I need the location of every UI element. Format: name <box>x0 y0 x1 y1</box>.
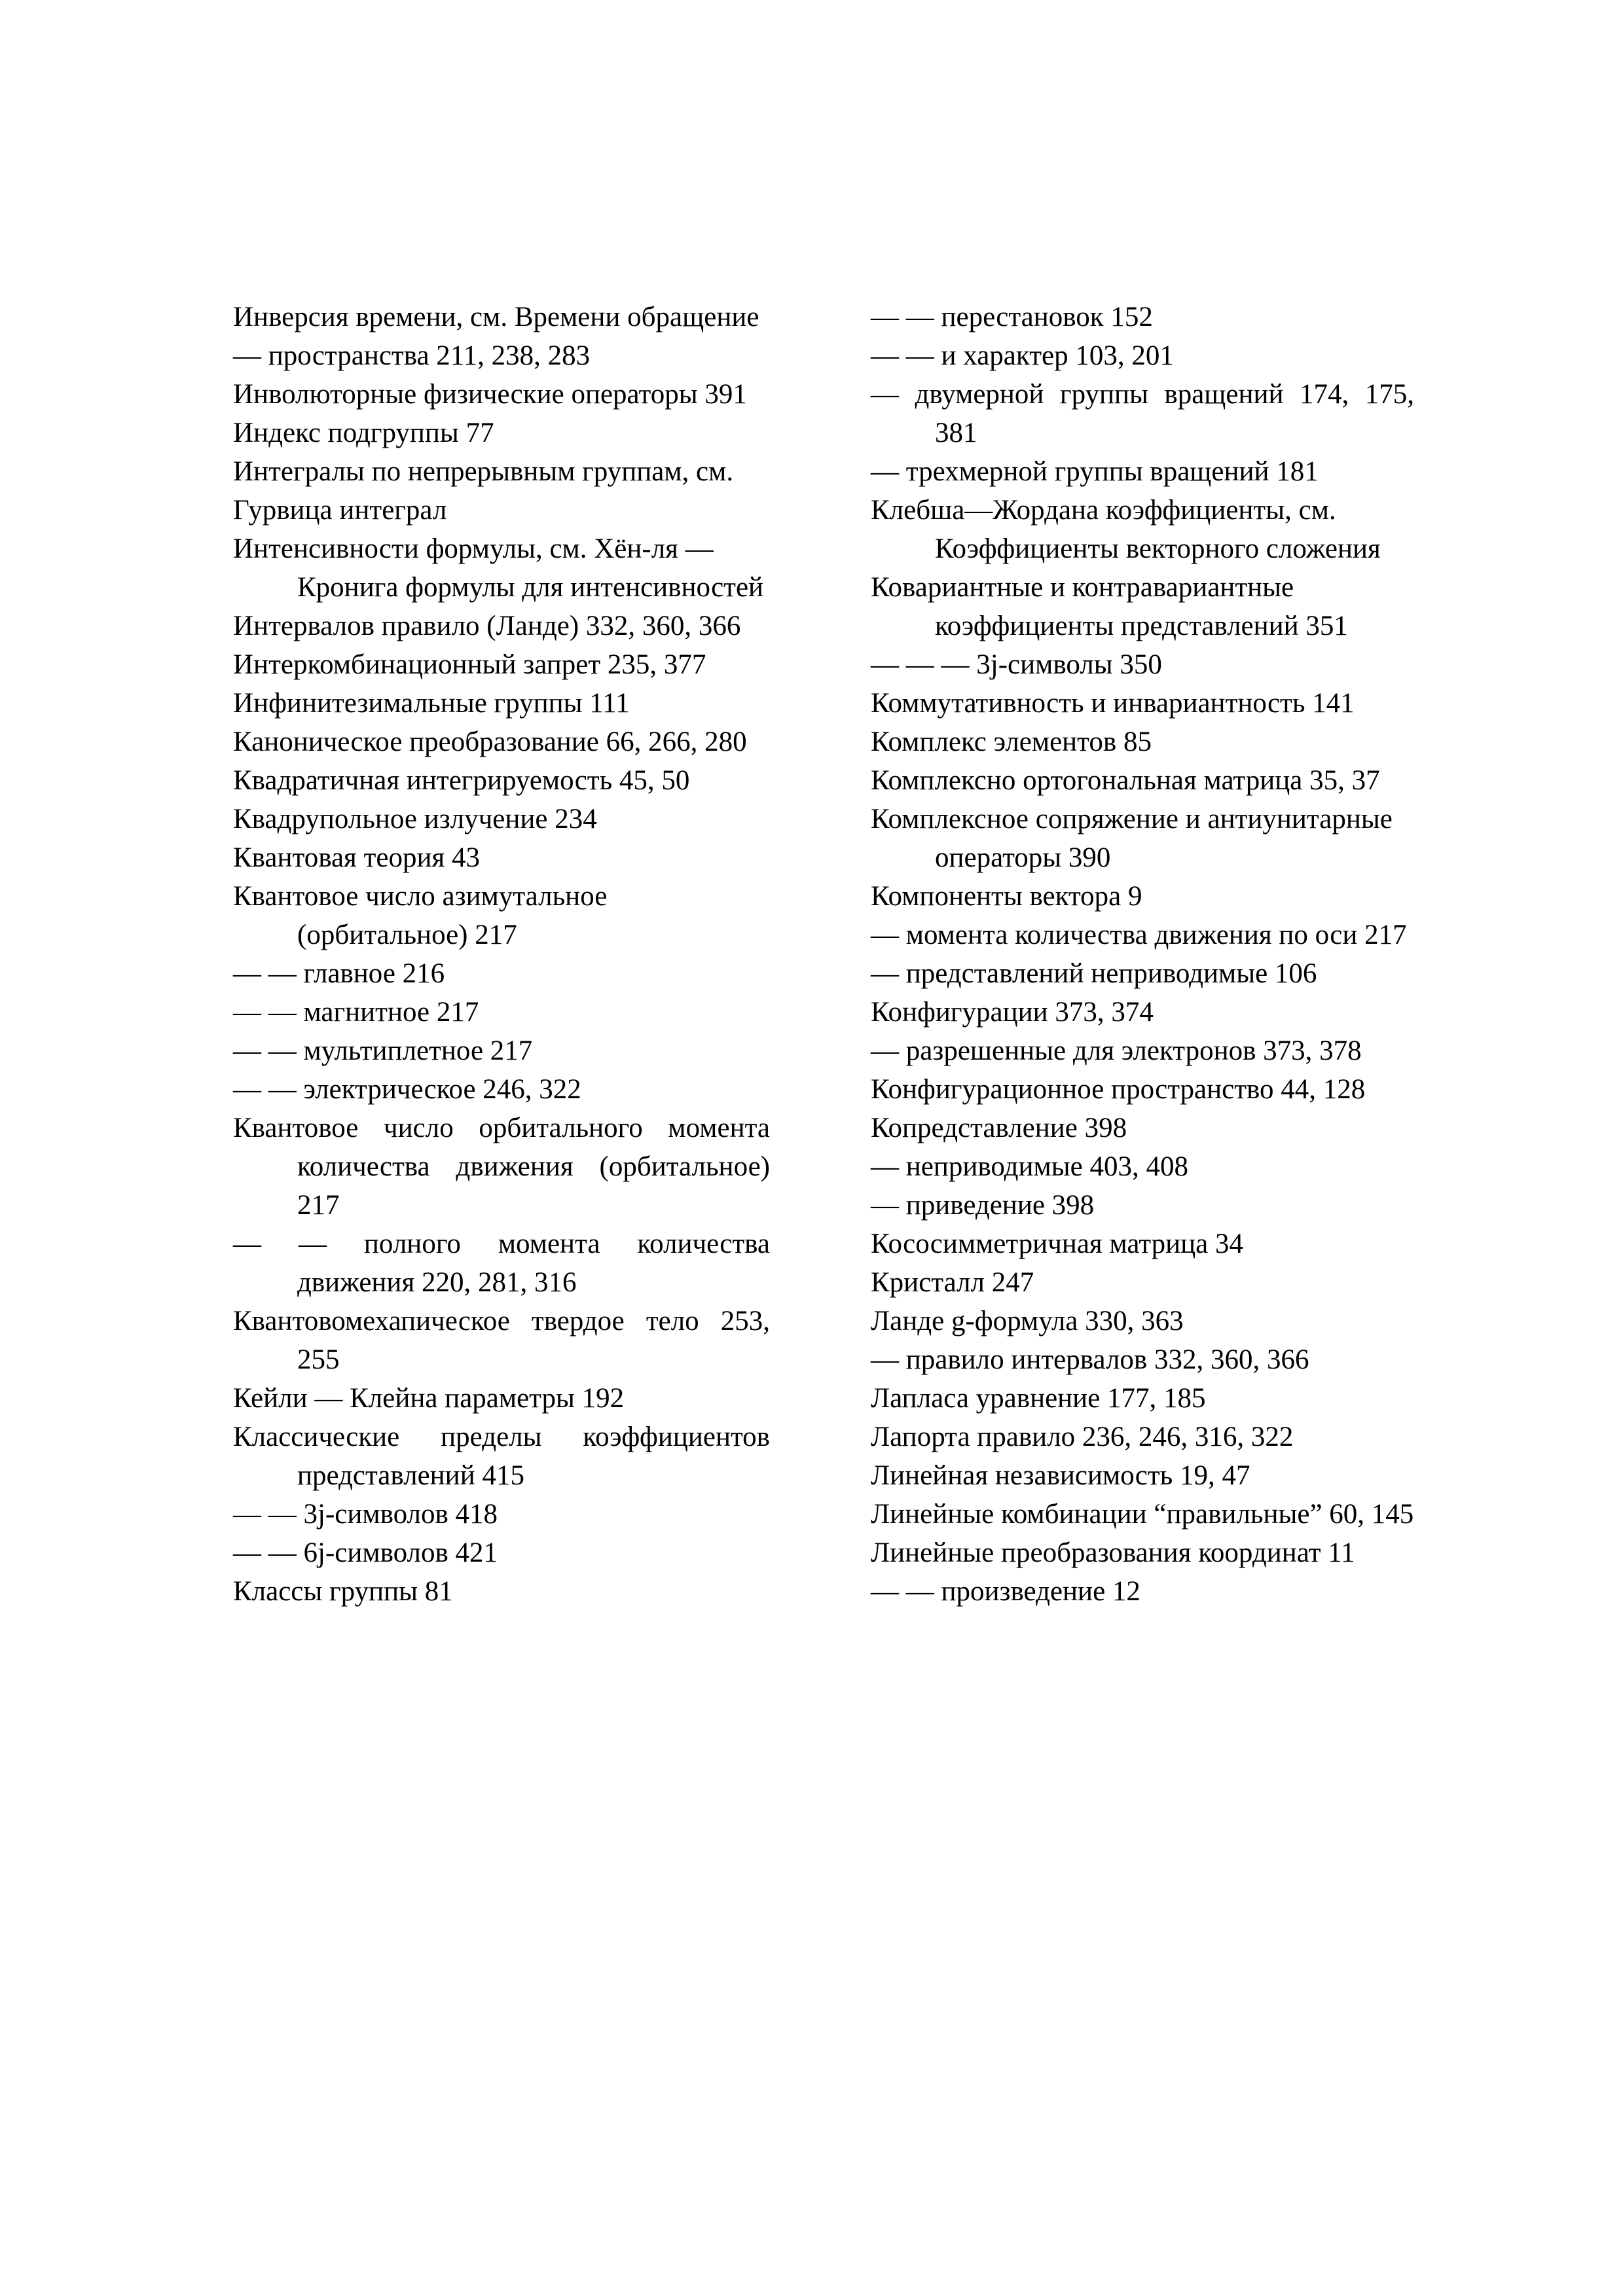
index-entry: Ланде g-формула 330, 363 <box>871 1306 1184 1336</box>
index-entry: — трехмерной группы вращений 181 <box>871 456 1319 487</box>
index-entry: — — магнитное 217 <box>233 997 479 1028</box>
index-entry: Гурвица интеграл <box>233 495 447 526</box>
index-entry: — — и характер 103, 201 <box>871 340 1174 371</box>
index-entry: — — электрическое 246, 322 <box>233 1074 581 1105</box>
index-entry: — — полного момента количества движения 220, 281, 316 <box>233 1229 770 1298</box>
index-entry: Копредставление 398 <box>871 1113 1127 1143</box>
index-entry: — неприводимые 403, 408 <box>871 1151 1188 1182</box>
index-entry: — двумерной группы вращений 174, 175, 381 <box>871 379 1414 448</box>
index-entry: Интенсивности формулы, см. Хён-ля — Кронига формулы для интенсивностей <box>233 533 764 603</box>
index-entry: — — — 3j-символы 350 <box>871 649 1162 680</box>
index-entry: Комплекс элементов 85 <box>871 726 1152 757</box>
index-entry: — представлений неприводимые 106 <box>871 958 1317 989</box>
index-entry: — — главное 216 <box>233 958 445 989</box>
index-entry: Компоненты вектора 9 <box>871 881 1142 912</box>
index-entry: Квантовая теория 43 <box>233 842 481 873</box>
index-entry: Клебша—Жордана коэффициенты, см. Коэффициенты векторного сложения <box>871 495 1381 564</box>
index-entry: — — 3j-символов 418 <box>233 1499 498 1530</box>
index-entry: — момента количества движения по оси 217 <box>871 920 1407 950</box>
index-column-right <box>871 298 1414 1611</box>
index-entry: Коммутативность и инвариантность 141 <box>871 688 1355 719</box>
index-entry: Комплексно ортогональная матрица 35, 37 <box>871 765 1380 796</box>
index-entry: — — перестановок 152 <box>871 302 1153 332</box>
index-entry: — — 6j-символов 421 <box>233 1537 498 1568</box>
index-entry: Конфигурационное пространство 44, 128 <box>871 1074 1366 1105</box>
index-entry: Классы группы 81 <box>233 1576 453 1607</box>
index-entry: — разрешенные для электронов 373, 378 <box>871 1035 1362 1066</box>
index-entry: — пространства 211, 238, 283 <box>233 340 591 371</box>
index-entry: Линейные комбинации “правильные” 60, 145 <box>871 1499 1414 1530</box>
index-entry: Квадратичная интегрируемость 45, 50 <box>233 765 690 796</box>
index-entry: Инверсия времени, см. Времени обращение <box>233 302 759 332</box>
index-entry: Комплексное сопряжение и антиунитарные операторы 390 <box>871 804 1393 873</box>
index-entry: Конфигурации 373, 374 <box>871 997 1154 1028</box>
index-entry: Квантовомехапическое твердое тело 253, 255 <box>233 1306 770 1375</box>
index-entry: Кососимметричная матрица 34 <box>871 1229 1244 1259</box>
index-entry: Квадрупольное излучение 234 <box>233 804 597 834</box>
index-entry: Линейная независимость 19, 47 <box>871 1460 1250 1491</box>
index-entry: Линейные преобразования координат 11 <box>871 1537 1355 1568</box>
index-entry: Интеркомбинационный запрет 235, 377 <box>233 649 706 680</box>
index-entry: Лапласа уравнение 177, 185 <box>871 1383 1206 1414</box>
index-entry: — приведение 398 <box>871 1190 1095 1221</box>
index-entry: Каноническое преобразование 66, 266, 280 <box>233 726 747 757</box>
index-entry: Классические пределы коэффициентов представлений 415 <box>233 1422 770 1491</box>
index-entry: Ковариантные и контравариантные коэффициенты представлений 351 <box>871 572 1348 641</box>
index-entry: Кристалл 247 <box>871 1267 1034 1298</box>
index-entry: Интегралы по непрерывным группам, см. <box>233 456 734 487</box>
index-entry: Инволюторные физические операторы 391 <box>233 379 747 410</box>
index-entry: Кейли — Клейна параметры 192 <box>233 1383 625 1414</box>
index-entry: Индекс подгруппы 77 <box>233 418 494 448</box>
index-column-left <box>233 298 770 1611</box>
index-entry: Лапорта правило 236, 246, 316, 322 <box>871 1422 1294 1452</box>
index-entry: — — произведение 12 <box>871 1576 1140 1607</box>
index-entry: Квантовое число орбитального момента количества движения (орбитальное) 217 <box>233 1113 770 1221</box>
index-entry: — — мультиплетное 217 <box>233 1035 533 1066</box>
index-entry: Интервалов правило (Ланде) 332, 360, 366 <box>233 611 741 641</box>
index-entry: Квантовое число азимутальное (орбитальное) 217 <box>233 881 608 950</box>
index-entry: Инфинитезимальные группы 111 <box>233 688 630 719</box>
index-entry: — правило интервалов 332, 360, 366 <box>871 1344 1309 1375</box>
